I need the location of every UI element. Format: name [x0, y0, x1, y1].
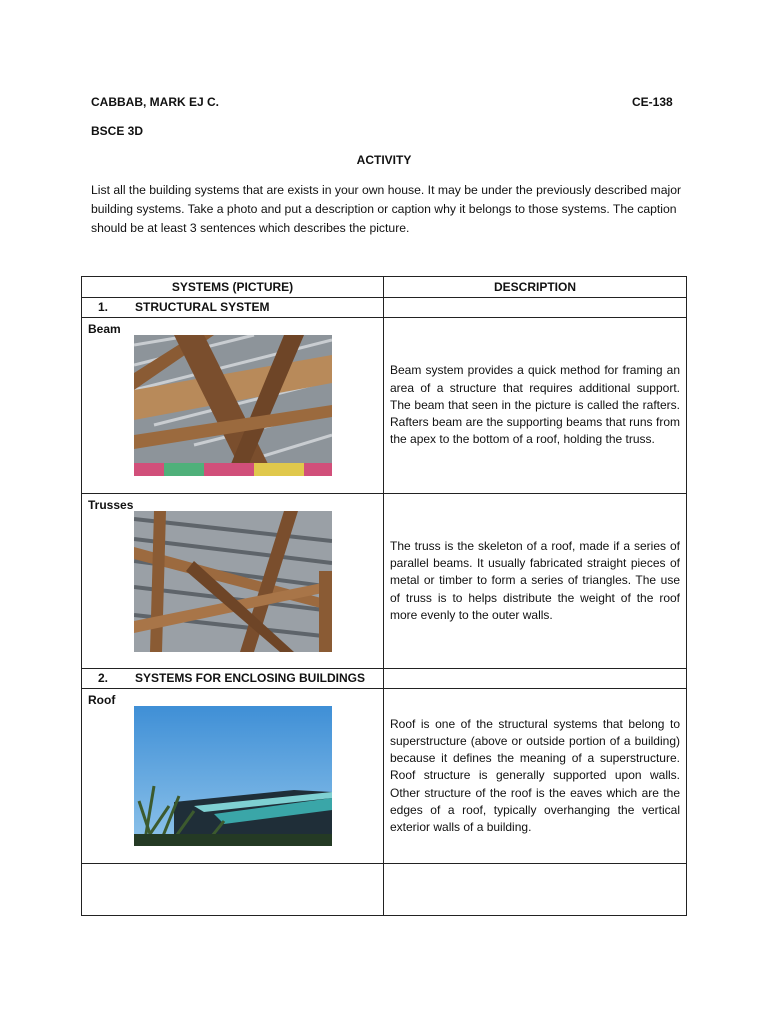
beam-description: Beam system provides a quick method for framing an area of a structure that requires additional support. The beam that seen in the picture is called the rafters. Rafters beam are the supporting beams that runs from the apex to the bottom of a roof, holding the truss.: [390, 363, 680, 447]
roof-description: Roof is one of the structural systems that belong to superstructure (above or outside portion of a building) because it defines the meaning of a superstructure. Roof structure is generally supported upon walls. Other structure of the roof is the eaves which are the edges of a roof, typically overhanging the vertical exterior walls of a building.: [390, 716, 680, 834]
item-label-trusses: Trusses: [88, 498, 134, 512]
table-row-roof: [82, 689, 687, 864]
header-description: DESCRIPTION: [384, 277, 687, 298]
section-row-structural: [82, 298, 687, 318]
beam-photo: [134, 335, 332, 476]
trusses-photo-image: [134, 511, 332, 652]
roof-photo-image: [134, 706, 332, 846]
table-header-row: [82, 277, 687, 298]
section-description-empty: [384, 669, 687, 689]
roof-photo: [134, 706, 332, 846]
course-code: CE-138: [632, 95, 673, 109]
header-systems-picture: SYSTEMS (PICTURE): [82, 277, 384, 298]
trusses-description-cell: [384, 494, 687, 669]
table-row-beam: [82, 318, 687, 494]
section-title: STRUCTURAL SYSTEM: [135, 300, 270, 314]
instructions-paragraph: List all the building systems that are exists in your own house. It may be under the previously described major building systems. Take a photo and put a description or caption why it belongs to those systems. The caption should be at least 3 sentences which describes the picture.: [91, 183, 682, 235]
roof-description-cell: [384, 689, 687, 864]
systems-table: [81, 276, 687, 916]
section-number: 1.: [98, 300, 109, 314]
beam-photo-image: [134, 335, 332, 476]
trusses-description: The truss is the skeleton of a roof, made if a series of parallel beams. It usually fabricated straight pieces of metal or timber to form a series of triangles. The use of truss is to helps distribute the weight of the roof more evenly to the outer walls.: [390, 538, 680, 622]
trusses-photo: [134, 511, 332, 652]
beam-picture-cell: [82, 318, 384, 494]
page-title: ACTIVITY: [356, 153, 412, 167]
beam-description-cell: [384, 318, 687, 494]
item-label-roof: Roof: [88, 693, 116, 707]
table-row-trusses: [82, 494, 687, 669]
empty-description-cell: [384, 864, 687, 916]
section-label-structural: [82, 298, 384, 318]
section-row-enclosing: [82, 669, 687, 689]
student-name: CABBAB, MARK EJ C.: [91, 95, 220, 109]
table-row-empty: [82, 864, 687, 916]
roof-picture-cell: [82, 689, 384, 864]
empty-picture-cell: [82, 864, 384, 916]
section-description-empty: [384, 298, 687, 318]
section-label-enclosing: [82, 669, 384, 689]
item-label-beam: Beam: [88, 322, 121, 336]
section-number: 2.: [98, 671, 109, 685]
section-title: SYSTEMS FOR ENCLOSING BUILDINGS: [135, 671, 366, 685]
student-section: BSCE 3D: [91, 124, 144, 138]
trusses-picture-cell: [82, 494, 384, 669]
